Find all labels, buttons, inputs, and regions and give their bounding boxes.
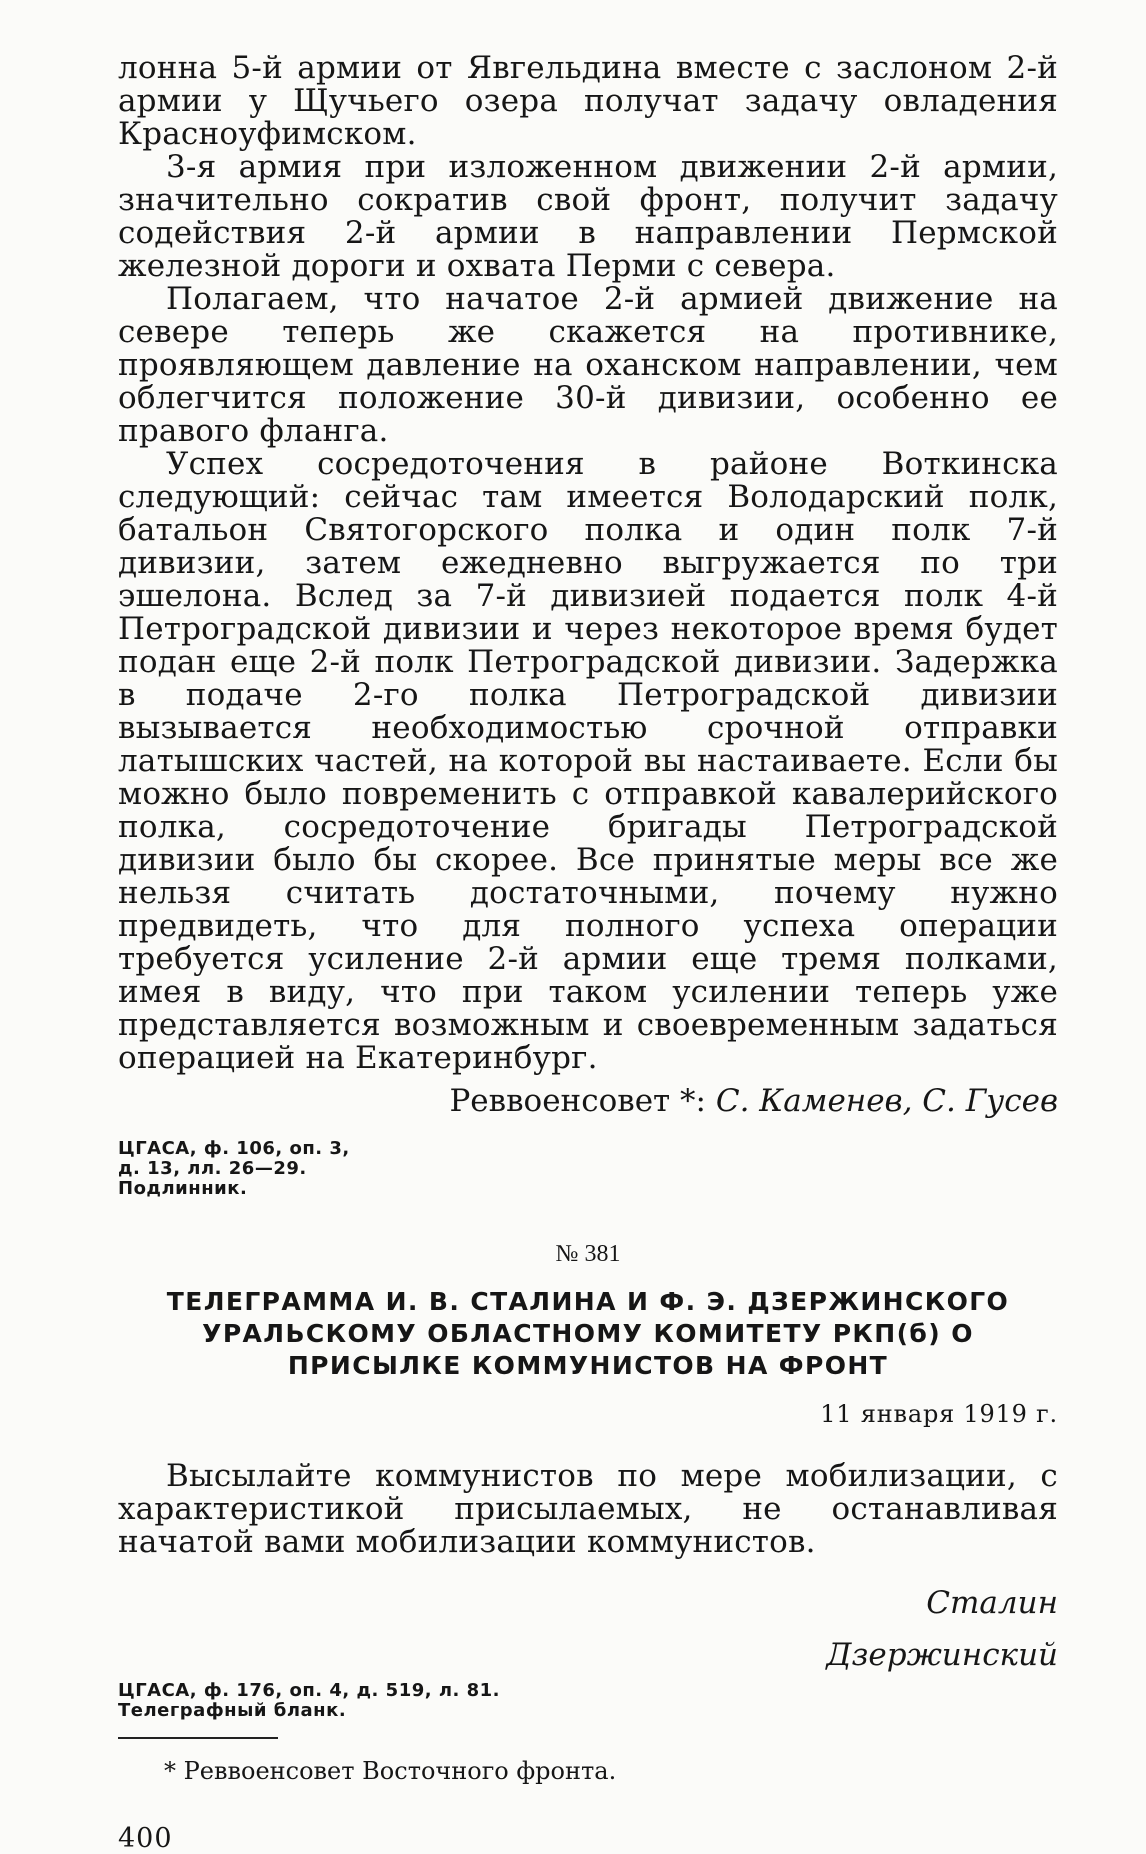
paragraph-2: 3-я армия при изложенном движении 2-й армии, значительно сократив свой фронт, получит задачу содействия 2-й армии в направлении Пермской железной дороги и охвата Перми с севера. (118, 149, 1058, 284)
page-number: 400 (118, 1823, 173, 1854)
paragraph-4: Успех сосредоточения в районе Воткинска следующий: сейчас там имеется Володарский полк, батальон Святогорского полка и один полк 7-й дивизии, затем ежедневно выгружается по три эшелона. Вслед за 7-й дивизией подается полк 4-й Петроградской дивизии и через некоторое время будет подан еще 2-й полк Петроградской дивизии. Задержка в подаче 2-го полка Петроградской дивизии вызывается необходимостью срочной отправки латышских частей, на которой вы настаиваете. Если бы можно было повременить с отправкой кавалерийского полка, сосредоточение бригады Петроградской дивизии было бы скорее. Все принятые меры все же нельзя считать достаточными, почему нужно предвидеть, что для полного успеха операции требуется усиление 2-й армии еще тремя полками, имея в виду, что при таком усилении теперь уже представляется возможным и своевременным задаться операцией на Екатеринбург. (118, 446, 1058, 1076)
footnote: * Реввоенсовет Восточного фронта. (164, 1757, 617, 1785)
signers-block (118, 1577, 1058, 1681)
footnote-divider (118, 1737, 278, 1739)
document-number: № 381 (555, 1241, 621, 1267)
archive-reference-2: ЦГАСА, ф. 176, оп. 4, д. 519, л. 81. Телеграфный бланк. (118, 1680, 501, 1721)
telegram-body: Высылайте коммунистов по мере мобилизации, с характеристикой присылаемых, не останавливая начатой вами мобилизации коммунистов. (118, 1458, 1058, 1560)
signer-stalin: Сталин (926, 1585, 1058, 1621)
signer-dzerzhinsky: Дзержинский (826, 1637, 1058, 1673)
signature-line (118, 1083, 1058, 1119)
archive-reference-1: ЦГАСА, ф. 106, оп. 3, д. 13, лл. 26—29. Подлинник. (118, 1138, 350, 1199)
document-date: 11 января 1919 г. (820, 1400, 1058, 1428)
paragraph-1: лонна 5-й армии от Явгельдина вместе с заслоном 2-й армии у Щучьего озера получат задачу овладения Красноуфимском. (118, 50, 1058, 152)
signature-prefix: Реввоенсовет *: (449, 1083, 716, 1119)
document-title: ТЕЛЕГРАММА И. В. СТАЛИНА И Ф. Э. ДЗЕРЖИНСКОГО УРАЛЬСКОМУ ОБЛАСТНОМУ КОМИТЕТУ РКП(б) О ПРИСЫЛКЕ КОММУНИСТОВ НА ФРОНТ (166, 1287, 1010, 1380)
document-page (118, 52, 1058, 1854)
paragraph-3: Полагаем, что начатое 2-й армией движение на севере теперь же скажется на противнике, проявляющем давление на оханском направлении, чем облегчится положение 30-й дивизии, особенно ее правого фланга. (118, 281, 1058, 449)
signature-names: С. Каменев, С. Гусев (715, 1083, 1058, 1119)
